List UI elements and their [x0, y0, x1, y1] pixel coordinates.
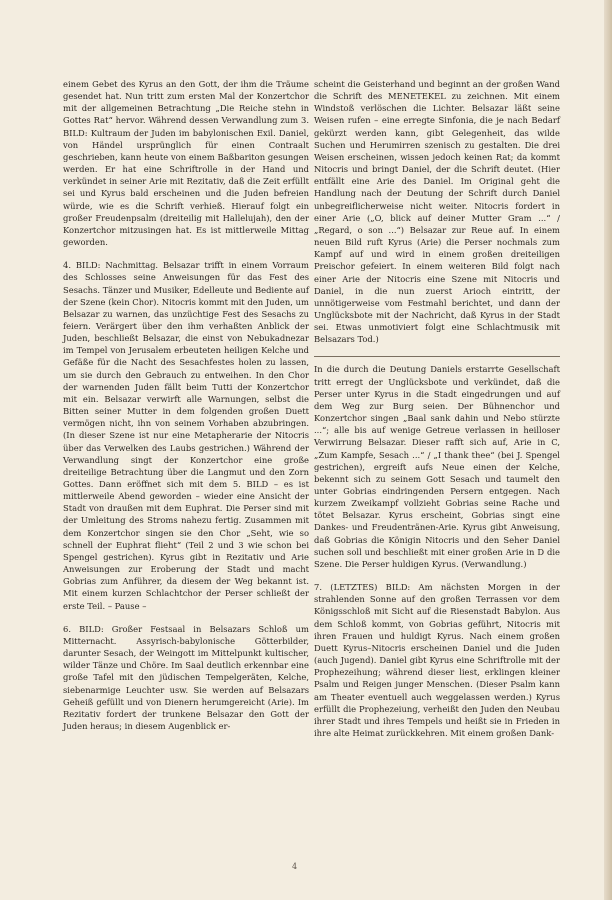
paragraph-bild-6: 6. BILD: Großer Festsaal in Belsazars Schloß um Mitternacht. Assyrisch-babylonische Götterbilder, darunter Sesach, der Weingott im Mittelpunkt kultischer, wilder Tänze und Chöre. Im Saal deutlich erkennbar eine große Tafel mit den jüdischen Tempelgeräten, Kelche, siebenarmige Leuchter usw. Sie werden auf Belsazars Geheiß gefüllt und von Dienern herumgereicht (Arie). Im Rezitativ fordert der trunkene Belsazar den Gott der Juden heraus; in diesem Augenblick er- [63, 623, 309, 731]
paragraph-belsazar-tod: In die durch die Deutung Daniels erstarrte Gesellschaft tritt erregt der Unglücksbote und verkündet, daß die Perser unter Kyrus in die Stadt eingedrungen und auf dem Weg zur Burg seien. Der Bühnenchor und Konzertchor singen „Baal sank dahin und Nebo stürzte ...“; alle bis auf wenige Getreue verlassen in heilloser Verwirrung Belsazar. Dieser rafft sich auf, Arie in C, „Zum Kampfe, Sesach ...“ / „I thank thee“ (bei J. Spengel gestrichen), ergreift aufs Neue einen der Kelche, bekennt sich zu seinem Gott Sesach und taumelt den unter Gobrias eindringenden Persern entgegen. Nach kurzem Zweikampf vollzieht Gobrias seine Rache und tötet Belsazar. Kyrus erscheint, Gobrias singt eine Dankes- und Freudentränen-Arie. Kyrus gibt Anweisung, daß Gobrias die Königin Nitocris und den Seher Daniel suchen soll und beschließt mit einer großen Arie in D die Szene. Die Perser huldigen Kyrus. (Verwandlung.) [314, 356, 560, 570]
left-column [63, 78, 309, 743]
paragraph-bild-7: 7. (LETZTES) BILD: Am nächsten Morgen in der strahlenden Sonne auf den großen Terrassen vor dem Königsschloß mit Sicht auf die Riesenstadt Babylon. Aus dem Schloß kommt, von Gobrias geführt, Nitocris mit ihren Frauen und huldigt Kyrus. Nach einem großen Duett Kyrus–Nitocris erscheinen Daniel und die Juden (auch Jugend). Daniel gibt Kyrus eine Schriftrolle mit der Prophezeihung; während dieser liest, erklingen kleiner Psalm und Reigen junger Menschen. (Dieser Psalm kann am Theater eventuell auch weggelassen werden.) Kyrus erfüllt die Prophezeiung, verheißt den Juden den Neubau ihrer Stadt und ihres Tempels und heißt sie in Frieden in ihre alte Heimat zurückkehren. Mit einem großen Dank- [314, 582, 560, 738]
paragraph-bild-3: einem Gebet des Kyrus an den Gott, der ihm die Träume gesendet hat. Nun tritt zum ersten Mal der Konzertchor mit der allgemeinen Betrachtung „Die Reiche stehn in Gottes Rat“ hervor. Während dessen Verwandlung zum 3. BILD: Kultraum der Juden im babylonischen Exil. Daniel, von Händel ursprünglich für einen Contraalt geschrieben, kann heute von einem Baßbariton gesungen werden. Er hat eine Schriftrolle in der Hand und verkündet in seiner Arie mit Rezitativ, daß die Zeit erfüllt sei und Kyrus bald erscheinen und die Juden befreien würde, wie es die Schrift verhieß. Hierauf folgt ein großer Freudenpsalm (dreiteilig mit Hallelujah), den der Konzertchor mitzusingen hat. Es ist mittlerweile Mittag geworden. [63, 79, 309, 248]
paragraph-bild-4-5: 4. BILD: Nachmittag. Belsazar trifft in einem Vorraum des Schlosses seine Anweisungen für das Fest des Sesachs. Tänzer und Musiker, Edelleute und Bediente auf der Szene (kein Chor). Nitocris kommt mit den Juden, um Belsazar zu warnen, das unzüchtige Fest des Sesachs zu feiern. Verärgert über den ihm verhaßten Anblick der Juden, beschließt Belsazar, die einst von Nebukadnezar im Tempel von Jerusalem erbeuteten heiligen Kelche und Gefäße für die Nacht des Sesachfestes holen zu lassen, um sie durch den Gebrauch zu entweihen. In den Chor der warnenden Juden fällt beim Tutti der Konzertchor mit ein. Belsazar verwirft alle Warnungen, selbst die Bitten seiner Mutter in dem folgenden großen Duett vermögen nicht, ihn von seinem Vorhaben abzubringen. (In dieser Szene ist nur eine Metapherarie der Nitocris über das Verwelken des Laubs gestrichen.) Während der Verwandlung singt der Konzertchor eine große dreiteilige Betrachtung über die Langmut und den Zorn Gottes. Dann eröffnet sich mit dem 5. BILD – es ist mittlerweile Abend geworden – wieder eine Ansicht der Stadt von draußen mit dem Euphrat. Die Perser sind mit der Umleitung des Stroms nahezu fertig. Zusammen mit dem Konzertchor singen sie den Chor „Seht, wie so schnell der Euphrat flieht“ (Teil 2 und 3 wie schon bei Spengel gestrichen). Kyrus gibt in Rezitativ und Arie Anweisungen zur Eroberung der Stadt und macht Gobrias zum Anführer, da diesem der Weg bekannt ist. Mit einem kurzen Schlachtchor der Perser schließt der erste Teil. – Pause – [63, 260, 309, 611]
page-number: 4 [292, 862, 298, 871]
page-edge [604, 0, 612, 900]
right-column [314, 78, 560, 750]
paragraph-menetekel: scheint die Geisterhand und beginnt an der großen Wand die Schrift des MENETEKEL zu zeichnen. Mit einem Windstoß verlöschen die Lichter. Belsazar läßt seine Weisen rufen – eine erregte Sinfonia, die je nach Bedarf gekürzt werden kann, gibt Gelegenheit, das wilde Suchen und Herumirren szenisch zu gestalten. Die drei Weisen erscheinen, wissen jedoch keinen Rat; da kommt Nitocris und bringt Daniel, der die Schrift deutet. (Hier entfällt eine Arie des Daniel. Im Original geht die Handlung nach der Deutung der Schrift durch Daniel unbegreiflicherweise nicht weiter. Nitocris fordert in einer Arie („O, blick auf deiner Mutter Gram ...“ / „Regard, o son ...“) Belsazar zur Reue auf. In einem neuen Bild ruft Kyrus (Arie) die Perser nochmals zum Kampf auf und wird in einem großen dreiteiligen Preischor gefeiert. In einem weiteren Bild folgt nach einer Arie der Nitocris eine Szene mit Nitocris und Daniel, in die nun zuerst Arioch eintritt, der unnötigerweise vom Festmahl berichtet, und dann der Unglücksbote mit der Nachricht, daß Kyrus in der Stadt sei. Etwas unmotiviert folgt eine Schlachtmusik mit Belsazars Tod.) [314, 79, 560, 345]
